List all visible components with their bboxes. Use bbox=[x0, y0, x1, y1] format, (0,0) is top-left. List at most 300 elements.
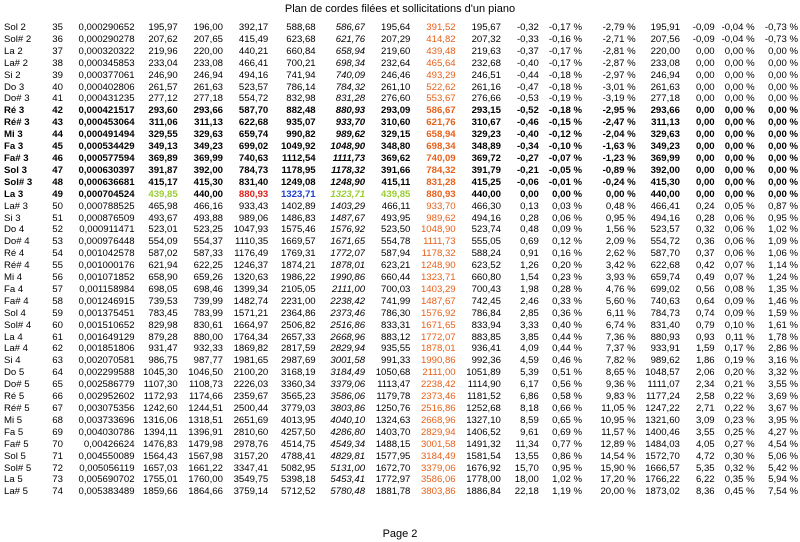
table-cell: 0,00 bbox=[695, 176, 715, 188]
table-cell: 553,67 bbox=[426, 93, 456, 105]
table-row bbox=[4, 141, 798, 153]
table-cell: 1181,52 bbox=[466, 391, 501, 403]
table-cell: 1111,73 bbox=[423, 236, 456, 248]
table-cell: 7,82 % bbox=[605, 355, 636, 367]
table-cell: 4286,80 bbox=[330, 426, 366, 438]
table-cell: La 2 bbox=[4, 45, 23, 57]
table-cell: 0,28 % bbox=[552, 283, 582, 295]
table-cell: -3,19 % bbox=[602, 93, 636, 105]
table-cell: 698,05 bbox=[148, 283, 178, 295]
table-cell: 1177,24 bbox=[645, 391, 680, 403]
table-cell: 660,44 bbox=[381, 272, 411, 284]
table-cell: 349,23 bbox=[193, 141, 223, 153]
table-cell: 0,35 % bbox=[724, 474, 755, 486]
table-cell: 0,95 % bbox=[768, 212, 798, 224]
table-cell: 277,18 bbox=[193, 93, 223, 105]
table-cell: 233,04 bbox=[148, 57, 178, 69]
table-cell: 0,00 % bbox=[724, 93, 755, 105]
table-cell: 739,53 bbox=[148, 295, 178, 307]
table-cell: 3779,03 bbox=[280, 403, 316, 414]
table-cell: -2,71 % bbox=[602, 33, 636, 45]
table-cell: 0,001510652 bbox=[78, 319, 135, 331]
table-cell: 1174,66 bbox=[189, 391, 223, 403]
table-row bbox=[4, 224, 798, 236]
table-cell: 2810,60 bbox=[233, 426, 269, 438]
table-cell: 414,82 bbox=[426, 33, 456, 45]
table-cell: 739,99 bbox=[193, 295, 223, 307]
table-cell: 493,95 bbox=[381, 212, 411, 224]
table-cell: -0,21 bbox=[516, 164, 539, 176]
table-row bbox=[4, 379, 798, 391]
table-row bbox=[4, 105, 798, 117]
table-cell: 415,49 bbox=[238, 33, 269, 45]
table-cell: 3157,20 bbox=[233, 450, 269, 462]
table-cell: -2,47 % bbox=[602, 117, 636, 129]
table-cell: 15,70 bbox=[514, 462, 539, 474]
table-cell: 992,36 bbox=[471, 355, 501, 367]
table-cell: 0,001246915 bbox=[78, 295, 135, 307]
table-cell: 0,000320322 bbox=[78, 45, 135, 57]
table-cell: 0,00 % bbox=[605, 188, 636, 200]
table-cell: 36 bbox=[52, 33, 63, 45]
table-cell: 1769,31 bbox=[280, 248, 316, 260]
table-cell: 415,30 bbox=[650, 176, 680, 188]
table-cell: 623,68 bbox=[286, 33, 316, 45]
table-row bbox=[4, 260, 798, 272]
table-cell: 3549,75 bbox=[233, 474, 269, 486]
table-cell: -0,40 bbox=[516, 57, 539, 69]
table-cell: 0,44 % bbox=[552, 343, 582, 355]
table-cell: Si 4 bbox=[4, 355, 21, 367]
table-cell: 0,87 % bbox=[768, 200, 798, 212]
table-cell: 1666,57 bbox=[645, 462, 680, 474]
table-cell: 67 bbox=[52, 403, 63, 414]
table-cell: 700,03 bbox=[381, 283, 411, 295]
table-cell: 1986,22 bbox=[280, 272, 316, 284]
table-cell: 493,67 bbox=[148, 212, 178, 224]
table-cell: 1571,21 bbox=[233, 307, 269, 319]
table-cell: 991,33 bbox=[381, 355, 411, 367]
table-cell: 0,00 bbox=[695, 105, 715, 117]
table-cell: 329,23 bbox=[471, 129, 501, 141]
table-cell: 1886,84 bbox=[466, 486, 501, 498]
table-cell: -0,44 bbox=[516, 69, 539, 81]
table-cell: 1176,49 bbox=[234, 248, 269, 260]
table-cell: 465,64 bbox=[426, 57, 456, 69]
table-cell: 989,62 bbox=[426, 212, 456, 224]
table-cell: 311,06 bbox=[148, 117, 178, 129]
table-cell: 1321,60 bbox=[645, 414, 680, 426]
table-cell: -0,27 bbox=[516, 152, 539, 164]
table-cell: 3,32 % bbox=[768, 367, 798, 379]
table-cell: 4,59 bbox=[520, 355, 539, 367]
table-cell: 0,003733696 bbox=[78, 414, 135, 426]
table-cell: Sol# 4 bbox=[4, 319, 32, 331]
table-cell: -1,63 % bbox=[602, 141, 636, 153]
table-cell: 1,35 % bbox=[768, 283, 798, 295]
table-cell: 1484,03 bbox=[645, 438, 680, 450]
table-cell: Fa 4 bbox=[4, 283, 24, 295]
table-cell: 329,63 bbox=[193, 129, 223, 141]
table-cell: La# 5 bbox=[4, 486, 29, 498]
table-cell: 0,005056119 bbox=[79, 462, 135, 474]
table-row bbox=[4, 248, 798, 260]
table-row bbox=[4, 177, 798, 189]
table-cell: 1672,70 bbox=[375, 462, 411, 474]
table-cell: 2,06 bbox=[695, 367, 715, 379]
table-cell: 0,00 % bbox=[768, 152, 798, 164]
table-cell: 3586,06 bbox=[420, 474, 456, 486]
table-cell: 2978,76 bbox=[233, 438, 269, 450]
table-cell: 2829,94 bbox=[420, 426, 456, 438]
table-cell: 73 bbox=[52, 474, 63, 486]
table-cell: 0,000421517 bbox=[78, 105, 135, 117]
table-cell: 62 bbox=[52, 343, 63, 355]
table-cell: 1,26 bbox=[520, 260, 539, 272]
table-cell: 52 bbox=[52, 224, 63, 236]
table-cell: Do# 3 bbox=[4, 93, 30, 105]
table-cell: 0,00 bbox=[695, 45, 715, 57]
table-cell: 699,02 bbox=[238, 141, 269, 153]
data-table bbox=[4, 22, 798, 498]
table-cell: 0,00 bbox=[695, 69, 715, 81]
table-cell: 1,86 bbox=[695, 355, 715, 367]
table-cell: 0,00 bbox=[695, 117, 715, 129]
table-cell: 1772,07 bbox=[420, 331, 456, 343]
table-cell: -0,34 bbox=[516, 141, 539, 153]
table-row bbox=[4, 332, 798, 344]
table-cell: 2238,42 bbox=[330, 295, 366, 307]
table-cell: -0,18 % bbox=[548, 105, 582, 117]
table-cell: 246,51 bbox=[471, 69, 501, 81]
table-cell: 622,68 bbox=[238, 117, 269, 129]
table-cell: 60 bbox=[52, 319, 63, 331]
table-cell: 46 bbox=[52, 152, 63, 164]
table-cell: 44 bbox=[52, 129, 63, 141]
table-cell: 933,70 bbox=[426, 200, 456, 212]
table-cell: 439,48 bbox=[426, 45, 456, 57]
table-cell: 883,12 bbox=[381, 331, 411, 343]
table-cell: 1402,89 bbox=[280, 200, 316, 212]
table-cell: 1,02 % bbox=[768, 224, 798, 236]
table-cell: 1406,52 bbox=[466, 426, 501, 438]
table-cell: 3184,49 bbox=[330, 367, 366, 379]
table-cell: 0,000290652 bbox=[78, 22, 135, 33]
table-cell: 741,94 bbox=[286, 69, 316, 81]
table-cell: 0,91 bbox=[520, 248, 539, 260]
table-cell: 1488,15 bbox=[375, 438, 411, 450]
table-cell: 233,08 bbox=[193, 57, 223, 69]
table-cell: 1111,07 bbox=[647, 379, 680, 391]
table-cell: 466,41 bbox=[238, 57, 269, 69]
table-cell: 9,83 % bbox=[605, 391, 636, 403]
table-cell: Do 5 bbox=[4, 367, 25, 379]
table-cell: 1248,90 bbox=[330, 176, 366, 188]
table-cell: 10,95 % bbox=[600, 414, 636, 426]
table-cell: 1244,51 bbox=[188, 403, 223, 414]
table-cell: 0,00 bbox=[695, 164, 715, 176]
table-cell: 0,00 % bbox=[724, 81, 755, 93]
table-cell: 0,000911471 bbox=[79, 224, 135, 236]
table-cell: 2100,20 bbox=[233, 367, 269, 379]
table-cell: 933,43 bbox=[238, 200, 269, 212]
table-cell: -0,73 % bbox=[764, 33, 798, 45]
table-cell: -2,79 % bbox=[602, 22, 636, 33]
table-cell: 2373,46 bbox=[330, 307, 366, 319]
table-cell: 0,48 bbox=[520, 224, 539, 236]
table-cell: 2364,86 bbox=[280, 307, 316, 319]
table-cell: 0,19 % bbox=[724, 355, 755, 367]
table-cell: -0,16 % bbox=[548, 33, 582, 45]
table-cell: 1764,34 bbox=[233, 331, 269, 343]
table-cell: 293,15 bbox=[471, 105, 501, 117]
table-cell: -0,18 % bbox=[548, 69, 582, 81]
table-cell: 3,33 bbox=[520, 319, 539, 331]
table-cell: 0,00 bbox=[695, 188, 715, 200]
table-cell: 0,00 % bbox=[768, 117, 798, 129]
table-cell: 2,09 % bbox=[605, 236, 636, 248]
table-cell: 0,00 % bbox=[768, 176, 798, 188]
table-cell: 740,09 bbox=[335, 69, 366, 81]
table-cell: 0,06 % bbox=[724, 236, 755, 248]
table-cell: 0,000377061 bbox=[78, 69, 135, 81]
table-cell: Sol 2 bbox=[4, 22, 26, 33]
table-cell: 311,13 bbox=[651, 117, 680, 129]
table-cell: 220,00 bbox=[650, 45, 680, 57]
table-row bbox=[4, 46, 798, 58]
table-cell: 20,00 % bbox=[600, 486, 636, 498]
table-cell: 4829,81 bbox=[330, 450, 366, 462]
table-cell: 369,72 bbox=[471, 152, 501, 164]
table-cell: 0,22 % bbox=[724, 403, 755, 414]
table-cell: 742,45 bbox=[471, 295, 501, 307]
table-cell: 5780,48 bbox=[330, 486, 366, 498]
table-cell: 1247,22 bbox=[645, 403, 680, 414]
table-cell: 0,00 bbox=[695, 141, 715, 153]
table-cell: 4,54 % bbox=[768, 438, 798, 450]
table-cell: La 3 bbox=[4, 188, 24, 200]
table-cell: 0,000577594 bbox=[78, 152, 135, 164]
table-cell: 15,90 % bbox=[600, 462, 636, 474]
table-cell: 1661,22 bbox=[188, 462, 223, 474]
table-cell: 588,24 bbox=[471, 248, 501, 260]
table-row bbox=[4, 474, 798, 486]
table-cell: 784,73 bbox=[650, 307, 680, 319]
table-cell: 63 bbox=[52, 355, 63, 367]
table-row bbox=[4, 403, 798, 415]
table-cell: 466,41 bbox=[650, 200, 680, 212]
table-cell: 14,54 % bbox=[600, 450, 636, 462]
table-cell: 5131,00 bbox=[330, 462, 366, 474]
table-cell: 880,93 bbox=[650, 331, 680, 343]
table-cell: 2829,94 bbox=[330, 343, 366, 355]
table-cell: 439,85 bbox=[148, 188, 178, 200]
table-row bbox=[4, 236, 798, 248]
table-cell: 207,29 bbox=[381, 33, 411, 45]
table-cell: 0,000345853 bbox=[78, 57, 135, 69]
table-cell: 554,78 bbox=[381, 236, 411, 248]
table-cell: 0,06 % bbox=[552, 212, 582, 224]
table-cell: 11,34 bbox=[515, 438, 539, 450]
table-cell: 391,52 bbox=[426, 22, 456, 33]
table-cell: 831,40 bbox=[238, 176, 269, 188]
table-cell: 1476,83 bbox=[143, 438, 178, 450]
table-cell: 658,94 bbox=[335, 45, 366, 57]
table-cell: 0,74 bbox=[695, 307, 715, 319]
table-cell: 11,57 % bbox=[601, 426, 636, 438]
table-cell: -2,87 % bbox=[602, 57, 636, 69]
table-cell: Sol# 2 bbox=[4, 33, 32, 45]
table-cell: 1,09 % bbox=[768, 236, 798, 248]
table-cell: 740,09 bbox=[426, 152, 456, 164]
table-cell: 4788,41 bbox=[280, 450, 316, 462]
table-cell: 0,36 bbox=[695, 236, 715, 248]
table-cell: 0,00 % bbox=[768, 105, 798, 117]
table-cell: 1,61 % bbox=[768, 319, 798, 331]
table-cell: Do# 4 bbox=[4, 236, 30, 248]
table-cell: -3,01 % bbox=[602, 81, 636, 93]
table-cell: 4013,95 bbox=[280, 414, 316, 426]
table-cell: 1320,63 bbox=[233, 272, 269, 284]
table-cell: 0,23 % bbox=[552, 272, 582, 284]
table-cell: 2226,03 bbox=[233, 379, 269, 391]
table-cell: 987,77 bbox=[193, 355, 223, 367]
table-cell: 1567,98 bbox=[188, 450, 223, 462]
table-cell: 0,00426624 bbox=[83, 438, 135, 450]
table-cell: 931,47 bbox=[148, 343, 178, 355]
table-cell: 391,87 bbox=[148, 164, 178, 176]
table-cell: 699,02 bbox=[650, 283, 680, 295]
table-cell: 391,66 bbox=[381, 164, 411, 176]
table-cell: 466,30 bbox=[471, 200, 501, 212]
table-cell: 493,88 bbox=[193, 212, 223, 224]
table-cell: 0,06 % bbox=[724, 248, 755, 260]
table-cell: 440,00 bbox=[650, 188, 680, 200]
table-cell: 1,19 % bbox=[552, 486, 582, 498]
table-cell: 219,60 bbox=[381, 45, 411, 57]
table-cell: 0,001851806 bbox=[78, 343, 135, 355]
table-cell: 0,13 bbox=[520, 200, 539, 212]
table-cell: 880,93 bbox=[335, 105, 366, 117]
table-cell: 0,00 bbox=[695, 93, 715, 105]
table-cell: 0,09 % bbox=[552, 224, 582, 236]
table-cell: 3,55 % bbox=[768, 379, 798, 391]
table-cell: 0,58 % bbox=[552, 391, 582, 403]
table-cell: 1575,46 bbox=[280, 224, 316, 236]
table-cell: 276,66 bbox=[471, 93, 501, 105]
table-cell: 0,00 % bbox=[768, 93, 798, 105]
table-cell: -2,95 % bbox=[602, 105, 636, 117]
table-cell: 4,27 % bbox=[768, 426, 798, 438]
table-cell: 293,60 bbox=[148, 105, 178, 117]
table-cell: 1,54 bbox=[520, 272, 539, 284]
table-cell: 1403,70 bbox=[375, 426, 411, 438]
table-cell: Do# 5 bbox=[4, 379, 30, 391]
table-cell: 0,00 % bbox=[768, 81, 798, 93]
table-cell: 1110,35 bbox=[234, 236, 269, 248]
table-row bbox=[4, 391, 798, 403]
table-cell: 554,72 bbox=[650, 236, 680, 248]
table-row bbox=[4, 189, 798, 201]
table-cell: 587,70 bbox=[238, 105, 269, 117]
table-cell: 66 bbox=[52, 391, 63, 403]
table-cell: -0,05 % bbox=[548, 164, 582, 176]
table-cell: 1487,67 bbox=[330, 212, 366, 224]
table-cell: 0,001158984 bbox=[79, 283, 135, 295]
table-cell: 329,15 bbox=[381, 129, 411, 141]
table-cell: 523,25 bbox=[193, 224, 223, 236]
table-cell: 831,28 bbox=[335, 93, 366, 105]
table-cell: 310,60 bbox=[381, 117, 411, 129]
table-cell: 1323,71 bbox=[330, 188, 366, 200]
table-cell: 0,000453064 bbox=[78, 117, 135, 129]
table-cell: 989,62 bbox=[335, 129, 366, 141]
table-cell: Ré 3 bbox=[4, 105, 25, 117]
table-cell: 0,000491494 bbox=[78, 129, 135, 141]
table-cell: Sol 3 bbox=[4, 164, 27, 176]
table-cell: 4,05 bbox=[695, 438, 715, 450]
table-cell: 741,99 bbox=[381, 295, 411, 307]
table-cell: 1874,21 bbox=[280, 260, 316, 272]
table-cell: 523,01 bbox=[148, 224, 178, 236]
table-cell: 1873,02 bbox=[645, 486, 680, 498]
table-cell: 349,23 bbox=[650, 141, 680, 153]
table-cell: 1048,90 bbox=[420, 224, 456, 236]
table-cell: 293,66 bbox=[193, 105, 223, 117]
table-row bbox=[4, 308, 798, 320]
table-cell: 415,17 bbox=[148, 176, 178, 188]
table-cell: 349,13 bbox=[148, 141, 178, 153]
table-cell: 1766,22 bbox=[645, 474, 680, 486]
table-cell: 50 bbox=[52, 200, 63, 212]
table-cell: 0,002070581 bbox=[78, 355, 135, 367]
table-cell: 0,00 bbox=[695, 81, 715, 93]
table-cell: 1778,00 bbox=[466, 474, 501, 486]
table-cell: 936,41 bbox=[471, 343, 501, 355]
table-cell: -0,37 bbox=[516, 45, 539, 57]
table-cell: 522,62 bbox=[426, 81, 456, 93]
table-cell: 1051,89 bbox=[466, 367, 501, 379]
table-cell: Mi 4 bbox=[4, 272, 23, 284]
table-cell: 12,89 % bbox=[600, 438, 636, 450]
table-cell: 0,00 % bbox=[724, 45, 755, 57]
table-cell: 0,00 % bbox=[768, 129, 798, 141]
table-cell: 3001,58 bbox=[420, 438, 456, 450]
table-cell: 55 bbox=[52, 260, 63, 272]
table-cell: 0,05 % bbox=[724, 200, 755, 212]
table-cell: 277,18 bbox=[650, 93, 680, 105]
table-cell: 348,80 bbox=[381, 141, 411, 153]
table-cell: 1047,93 bbox=[233, 224, 269, 236]
table-cell: 1669,57 bbox=[280, 236, 316, 248]
table-cell: 3759,14 bbox=[233, 486, 269, 498]
table-cell: 1878,01 bbox=[420, 343, 456, 355]
table-cell: 3379,06 bbox=[330, 379, 366, 391]
table-cell: -1,23 % bbox=[602, 152, 636, 164]
table-cell: 883,85 bbox=[471, 331, 501, 343]
table-cell: 1,59 bbox=[695, 343, 715, 355]
table-cell: 0,000976448 bbox=[78, 236, 135, 248]
table-cell: -0,09 bbox=[692, 22, 715, 33]
table-cell: La# 2 bbox=[4, 57, 29, 69]
table-cell: 740,63 bbox=[238, 152, 269, 164]
table-cell: 831,28 bbox=[426, 176, 456, 188]
table-cell: 74 bbox=[52, 486, 63, 498]
table-cell: 1316,06 bbox=[143, 414, 178, 426]
table-cell: 659,26 bbox=[193, 272, 223, 284]
table-cell: 586,67 bbox=[335, 22, 366, 33]
table-cell: 1252,68 bbox=[466, 403, 501, 414]
